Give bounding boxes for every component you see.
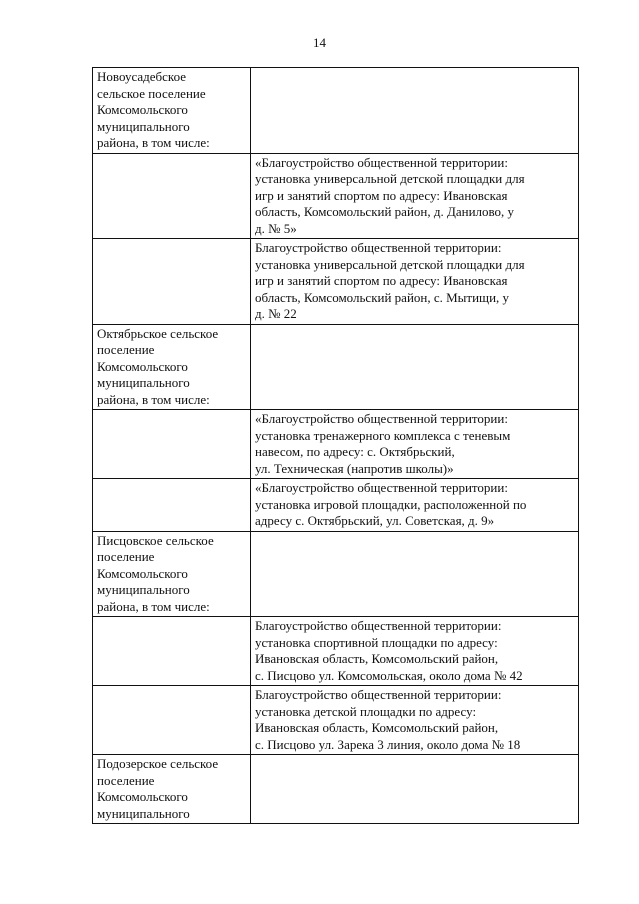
table-row (93, 531, 579, 617)
project-description: Благоустройство общественной территории: установка спортивной площадки по адресу: Ивановская область, Комсомольский район, с. Писцово ул. Комсомольская, около дома № 42 (255, 618, 523, 683)
page-number: 14 (313, 35, 326, 50)
project-description: Благоустройство общественной территории: установка детской площадки по адресу: Ивановская область, Комсомольский район, с. Писцово ул. Зарека 3 линия, около дома № 18 (255, 687, 521, 752)
project-cell (251, 755, 579, 824)
settlement-cell (93, 755, 251, 824)
settlement-name: Новоусадебское сельское поселение Комсомольского муниципального района, в том числе: (97, 69, 210, 150)
project-cell (251, 617, 579, 686)
project-description: «Благоустройство общественной территории: установка тренажерного комплекса с теневым навесом, по адресу: с. Октябрьский, ул. Техническая (напротив школы)» (255, 411, 511, 476)
project-cell (251, 531, 579, 617)
project-description: «Благоустройство общественной территории: установка универсальной детской площадки для игр и занятий спортом по адресу: Ивановская область, Комсомольский район, д. Данилово, у д. № 5» (255, 154, 525, 236)
table-row (93, 617, 579, 686)
project-description: Благоустройство общественной территории: установка универсальной детской площадки для игр и занятий спортом по адресу: Ивановская область, Комсомольский район, с. Мытищи, у д. № 22 (255, 240, 525, 321)
settlement-cell (93, 239, 251, 325)
settlement-cell (93, 410, 251, 479)
table-row (93, 479, 579, 532)
table-row (93, 410, 579, 479)
project-cell (251, 410, 579, 479)
settlement-cell (93, 531, 251, 617)
settlement-cell (93, 617, 251, 686)
table-row (93, 68, 579, 154)
settlement-cell (93, 68, 251, 154)
project-cell (251, 479, 579, 532)
document-table (92, 67, 579, 824)
settlement-cell (93, 153, 251, 239)
table-row (93, 686, 579, 755)
project-cell (251, 686, 579, 755)
table-row (93, 324, 579, 410)
table-row (93, 755, 579, 824)
project-description: «Благоустройство общественной территории: установка игровой площадки, расположенной по адресу с. Октябрьский, ул. Советская, д. 9» (255, 480, 527, 528)
settlement-name: Октябрьское сельское поселение Комсомольского муниципального района, в том числе: (97, 325, 219, 407)
settlement-name: Подозерское сельское поселение Комсомольского муниципального (97, 756, 219, 821)
settlement-cell (93, 686, 251, 755)
settlement-name: Писцовское сельское поселение Комсомольского муниципального района, в том числе: (97, 532, 214, 614)
table-row (93, 239, 579, 325)
table-row (93, 153, 579, 239)
settlement-cell (93, 479, 251, 532)
project-cell (251, 239, 579, 325)
project-cell (251, 324, 579, 410)
settlement-cell (93, 324, 251, 410)
project-cell (251, 68, 579, 154)
project-cell (251, 153, 579, 239)
